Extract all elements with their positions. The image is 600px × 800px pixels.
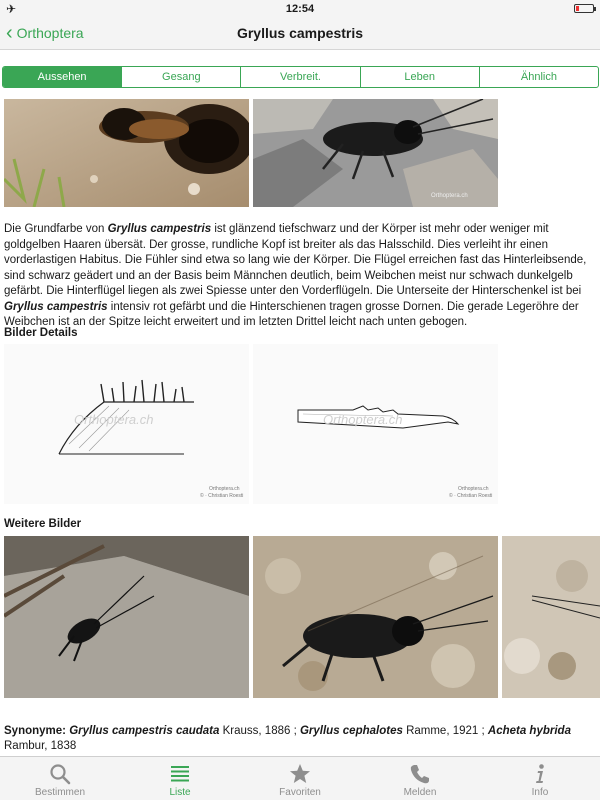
segmented-tabs	[2, 66, 599, 88]
tabbar-label: Bestimmen	[34, 787, 85, 798]
tabbar-item-favoriten[interactable]	[240, 757, 360, 800]
chevron-left-icon: ‹	[6, 22, 13, 44]
navigation-bar	[0, 18, 600, 50]
drawing-credit-site: Orthoptera.ch	[209, 486, 240, 492]
tabbar-label: Melden	[403, 787, 437, 798]
drawing-credit-author: © · Christian Roesti	[449, 493, 493, 499]
species-name: Gryllus campestris	[107, 223, 212, 235]
species-name: Gryllus campestris	[4, 300, 108, 313]
list-icon	[169, 762, 191, 786]
airplane-icon: ✈	[6, 2, 17, 16]
drawing-credit-site: Orthoptera.ch	[458, 486, 489, 492]
synonym-author: Krauss, 1886 ;	[219, 725, 300, 737]
tab-leben[interactable]: Leben	[361, 67, 480, 87]
tab-aehnlich[interactable]: Ähnlich	[520, 71, 557, 83]
photo-cricket-stones[interactable]	[253, 99, 498, 207]
tabbar-label: Liste	[169, 787, 191, 798]
drawing-wing-detail[interactable]	[4, 344, 249, 504]
synonyms-label: Synonyme:	[4, 725, 66, 737]
description-text	[4, 222, 596, 331]
photo-cricket-gravel[interactable]	[253, 536, 498, 698]
phone-icon	[409, 762, 431, 786]
synonym-author: Rambur, 1838	[4, 740, 77, 752]
synonym-name: Acheta hybrida	[487, 725, 571, 737]
tabbar-label: Info	[531, 787, 549, 798]
synonyms-text	[4, 724, 596, 754]
description-part: ist glänzend tiefschwarz und der Körper ist mehr oder weniger mit goldgelben Haaren übersät. Der grosse, rundliche Kopf ist breiter als das Halsschild. Dies verleiht ihr einen vorderlastigen Habitus. Die Fühler sind etwa so lang wie der Körper. Die Flügel erreichen fast das Hinterleibsende, sind schwarz geädert und an der Basis beim Männchen deutlich, beim Weibchen meist nur schwach dunkelgelb gefärbt. Die Hinterflügel liegen als zwei Spiesse unter den Vorderflügeln. Die Unterseite der Hinterschenkel ist bei	[4, 223, 587, 297]
drawing-credit-author: © · Christian Roesti	[200, 493, 244, 499]
tab-gesang[interactable]: Gesang	[122, 67, 241, 87]
synonym-author: Ramme, 1921 ;	[402, 725, 488, 737]
status-bar	[0, 0, 600, 18]
tabbar-item-bestimmen[interactable]	[0, 757, 120, 800]
photo-cricket-bark[interactable]	[4, 536, 249, 698]
drawing-leg-detail[interactable]	[253, 344, 498, 504]
search-icon	[49, 762, 71, 786]
star-icon	[289, 762, 311, 786]
tabbar-item-melden[interactable]	[360, 757, 480, 800]
synonym-name: Gryllus campestris caudata	[69, 725, 220, 737]
bottom-tab-bar	[0, 756, 600, 800]
photo-cricket-partial[interactable]	[502, 536, 600, 698]
tab-verbreitung[interactable]: Verbreit.	[241, 67, 360, 87]
photo-cricket-burrow[interactable]	[4, 99, 249, 207]
description-part: intensiv rot gefärbt und die Hinterschienen tragen grosse Dornen. Die gerade Legeröhre der Weibchen ist an der Spitze leicht erweitert und im letzten Drittel leicht nach unten gebogen.	[4, 300, 579, 328]
section-title-details: Bilder Details	[4, 327, 78, 339]
page-title: Gryllus campestris	[236, 25, 364, 41]
tabbar-item-info[interactable]	[480, 757, 600, 800]
battery-icon	[574, 4, 594, 13]
section-title-more: Weitere Bilder	[4, 518, 82, 530]
back-label: Orthoptera	[16, 25, 84, 41]
status-time: 12:54	[285, 3, 315, 15]
info-icon	[529, 762, 551, 786]
photo-watermark: Orthoptera.ch	[431, 193, 468, 199]
tabbar-label: Favoriten	[279, 787, 321, 798]
drawing-watermark: Orthoptera.ch	[323, 412, 403, 427]
description-part: Die Grundfarbe von	[4, 223, 108, 235]
tab-aussehen[interactable]: Aussehen	[3, 67, 122, 87]
tabbar-item-liste[interactable]	[120, 757, 240, 800]
synonym-name: Gryllus cephalotes	[299, 725, 403, 737]
drawing-watermark: Orthoptera.ch	[74, 412, 154, 427]
